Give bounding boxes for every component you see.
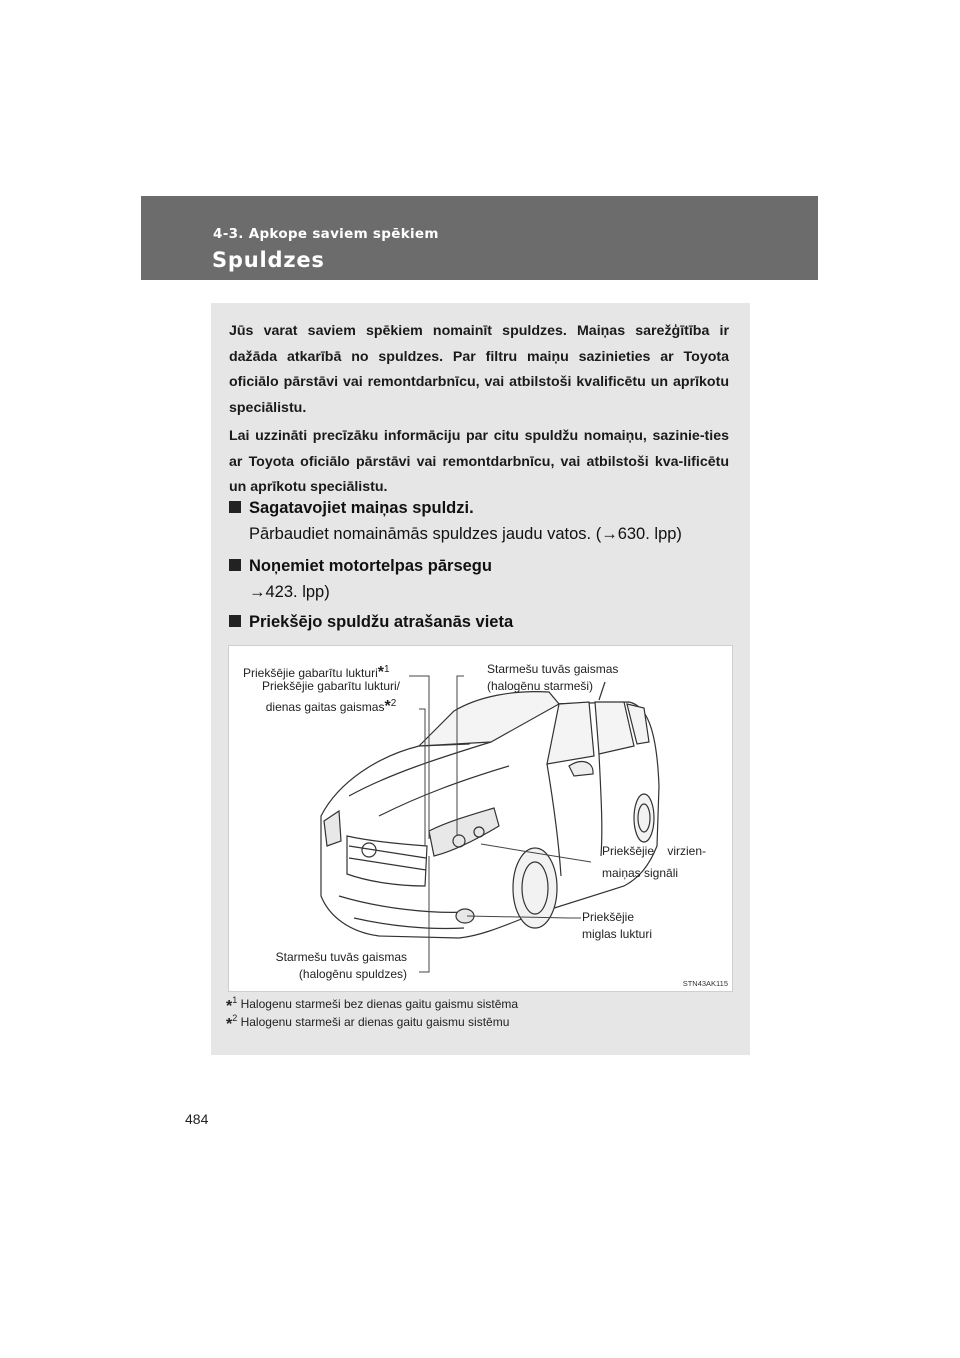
content-panel <box>211 303 750 1055</box>
label-text: Starmešu tuvās gaismas <box>487 662 619 676</box>
footnote-ref: 2 <box>232 1013 238 1023</box>
label-text: dienas gaitas gaismas <box>265 700 385 714</box>
figure-code: STN43AK115 <box>682 979 728 988</box>
page-number: 484 <box>185 1111 209 1127</box>
heading-remove-cover <box>229 557 492 576</box>
label-text: Priekšējie virzien- <box>602 844 707 858</box>
intro-paragraph-2: Lai uzzināti precīzāku informāciju par citu spuldžu nomaiņu, sazinie-ties ar Toyota oficiālo pārstāvi vai remontdarbnīcu, vai atbilstoši kva-lificētu un aprīkotu speciālistu. <box>229 428 729 495</box>
asterisk: * <box>377 664 384 681</box>
label-turn-signals <box>602 840 706 884</box>
footnote-ref: 1 <box>232 995 238 1005</box>
heading-text: Sagatavojiet maiņas spuldzi. <box>249 499 474 517</box>
footnote-text: Halogenu starmeši ar dienas gaitu gaismu sistēmu <box>240 1015 510 1029</box>
label-text: Priekšējie gabarītu lukturi/ <box>261 679 401 693</box>
asterisk: * <box>226 1016 233 1033</box>
square-bullet-icon <box>229 559 241 571</box>
heading-text: Priekšējo spuldžu atrašanās vieta <box>249 613 514 631</box>
car-front-lights-figure <box>228 645 733 992</box>
label-text: (halogēnu spuldzes) <box>298 967 407 981</box>
intro-paragraph-1: Jūs varat saviem spēkiem nomainīt spuldzes. Maiņas sarežģītība ir dažāda atkarībā no spuldzes. Par filtru maiņu sazinieties ar Toyota oficiālo pārstāvi vai remontdarbnīcu, vai atbilstoši kvalificētu un aprīkotu speciālistu. <box>229 323 729 416</box>
label-low-beam-bottom <box>257 949 407 983</box>
page-title: Spuldzes <box>212 248 325 272</box>
label-low-beam-top <box>487 661 618 695</box>
label-text: maiņas signāli <box>602 866 679 880</box>
label-text: (halogēnu starmeši) <box>487 679 594 693</box>
label-text: Priekšējie gabarītu lukturi <box>243 666 378 680</box>
footnote-text: Halogenu starmeši bez dienas gaitu gaismu sistēma <box>240 997 519 1011</box>
text-cover-reference: →423. lpp) <box>249 583 330 601</box>
square-bullet-icon <box>229 501 241 513</box>
label-fog-lights <box>582 909 652 943</box>
label-position-lights-2 <box>251 678 411 716</box>
heading-prepare-bulb <box>229 499 474 518</box>
label-text: miglas lukturi <box>582 927 653 941</box>
footnote-ref: 2 <box>390 698 397 709</box>
section-label: 4-3. Apkope saviem spēkiem <box>213 226 439 242</box>
label-text: Priekšējie <box>582 910 635 924</box>
text-check-wattage: Pārbaudiet nomaināmās spuldzes jaudu vatos. (→630. lpp) <box>249 525 682 543</box>
label-text: Starmešu tuvās gaismas <box>275 950 407 964</box>
footnote-2 <box>226 1013 509 1034</box>
asterisk: * <box>226 998 233 1015</box>
asterisk: * <box>384 698 391 715</box>
heading-text: Noņemiet motortelpas pārsegu <box>249 557 492 575</box>
section-header-bar <box>141 196 818 280</box>
footnote-ref: 1 <box>383 664 390 675</box>
heading-front-bulb-locations <box>229 613 513 632</box>
square-bullet-icon <box>229 615 241 627</box>
